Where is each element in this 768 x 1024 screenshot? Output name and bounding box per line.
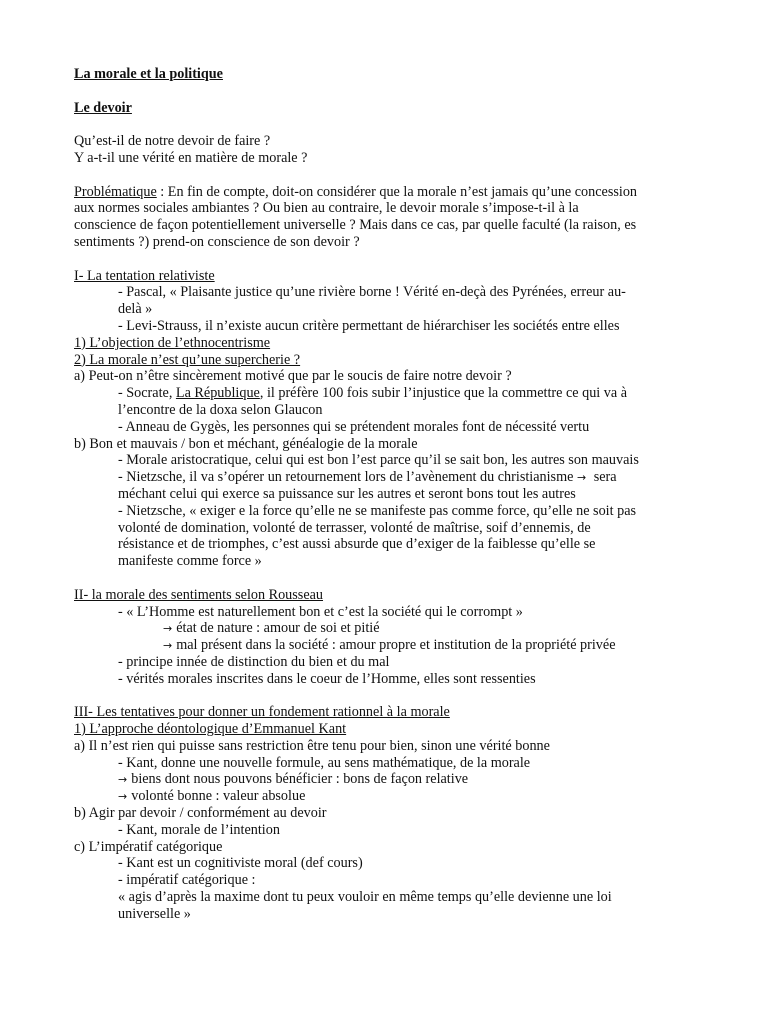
arrow-line: → état de nature : amour de soi et pitié [163, 620, 380, 637]
bullet-line: - Kant, donne une nouvelle formule, au sens mathématique, de la morale [118, 754, 531, 771]
bullet-line: - impératif catégorique : [118, 872, 256, 889]
subsection-heading: 1) L’approche déontologique d’Emmanuel Kant [74, 721, 347, 738]
bullet-line: méchant celui qui exerce sa puissance sur les autres et seront bons tout les autres [118, 485, 576, 502]
point-heading: a) Peut-on n’être sincèrement motivé que par le soucis de faire notre devoir ? [74, 368, 512, 385]
book-title: La République [175, 385, 260, 402]
arrow-right-icon: → [118, 790, 128, 804]
bullet-line: - Socrate, La République, il préfère 100 fois subir l’injustice que la commettre ce qui va à [118, 385, 628, 402]
subsection-heading: 2) La morale n’est qu’une supercherie ? [74, 351, 301, 368]
arrow-line: → volonté bonne : valeur absolue [118, 788, 306, 805]
quote-line: universelle » [118, 905, 191, 922]
problematique-line: conscience de façon potentiellement universelle ? Mais dans ce cas, par quelle faculté (la raison, es [74, 217, 637, 234]
bullet-line: résistance et de triomphes, c’est aussi absurde que d’exiger de la faiblesse qu’elle se [118, 536, 596, 553]
point-heading: b) Agir par devoir / conformément au devoir [74, 805, 327, 822]
bullet-line: manifeste comme force » [118, 553, 262, 570]
bullet-line: - vérités morales inscrites dans le coeur de l’Homme, elles sont ressenties [118, 670, 536, 687]
bullet-line: - Kant, morale de l’intention [118, 821, 280, 838]
quote-line: « agis d’après la maxime dont tu peux vouloir en même temps qu’elle devienne une loi [118, 889, 612, 906]
point-heading: b) Bon et mauvais / bon et méchant, généalogie de la morale [74, 435, 418, 452]
document-title: La morale et la politique [74, 66, 223, 82]
bullet-line: - « L’Homme est naturellement bon et c’est la société qui le corrompt » [118, 603, 523, 620]
bullet-line: - Anneau de Gygès, les personnes qui se prétendent morales font de nécessité vertu [118, 418, 590, 435]
bullet-line: l’encontre de la doxa selon Glaucon [118, 401, 323, 418]
part-heading: III- Les tentatives pour donner un fondement rationnel à la morale [74, 704, 450, 721]
arrow-right-icon: → [576, 471, 587, 485]
bullet-line: volonté de domination, volonté de terrasser, volonté de maîtrise, soif d’ennemis, de [118, 519, 591, 536]
problematique-line: aux normes sociales ambiantes ? Ou bien au contraire, le devoir morale s’impose-t-il à la [74, 200, 579, 217]
part-heading: I- La tentation relativiste [74, 267, 215, 284]
arrow-right-icon: → [118, 773, 128, 787]
arrow-right-icon: → [163, 622, 173, 636]
bullet-line: - Pascal, « Plaisante justice qu’une rivière borne ! Vérité en-deçà des Pyrénées, erreur au- [118, 284, 626, 301]
problematique-line: Problématique : En fin de compte, doit-on considérer que la morale n’est jamais qu’une concession [74, 183, 638, 200]
bullet-line: - Kant est un cognitiviste moral (def cours) [118, 855, 363, 872]
bullet-line: - Nietzsche, il va s’opérer un retournement lors de l’avènement du christianisme → sera [118, 469, 617, 486]
section-title-devoir: Le devoir [74, 99, 132, 116]
subsection-heading: 1) L’objection de l’ethnocentrisme [74, 334, 271, 351]
bullet-line: - Morale aristocratique, celui qui est bon l’est parce qu’il se sait bon, les autres son mauvais [118, 452, 639, 469]
document-page [74, 66, 698, 923]
problematique-label: Problématique [74, 183, 157, 200]
point-heading: a) Il n’est rien qui puisse sans restriction être tenu pour bien, sinon une vérité bonne [74, 737, 550, 754]
bullet-line: - Nietzsche, « exiger e la force qu’elle ne se manifeste pas comme force, qu’elle ne soit pas [118, 502, 637, 519]
bullet-line: - principe innée de distinction du bien et du mal [118, 653, 390, 670]
part-heading: II- la morale des sentiments selon Rousseau [74, 586, 324, 603]
arrow-right-icon: → [163, 639, 173, 653]
problematique-line: sentiments ?) prend-on conscience de son devoir ? [74, 233, 360, 250]
point-heading: c) L’impératif catégorique [74, 838, 223, 855]
question-line: Qu’est-il de notre devoir de faire ? [74, 133, 271, 150]
question-line: Y a-t-il une vérité en matière de morale ? [74, 149, 308, 166]
bullet-line: - Levi-Strauss, il n’existe aucun critère permettant de hiérarchiser les sociétés entre elles [118, 317, 620, 334]
bullet-line: delà » [118, 301, 153, 318]
arrow-line: → mal présent dans la société : amour propre et institution de la propriété privée [163, 637, 616, 654]
arrow-line: → biens dont nous pouvons bénéficier : bons de façon relative [118, 771, 469, 788]
